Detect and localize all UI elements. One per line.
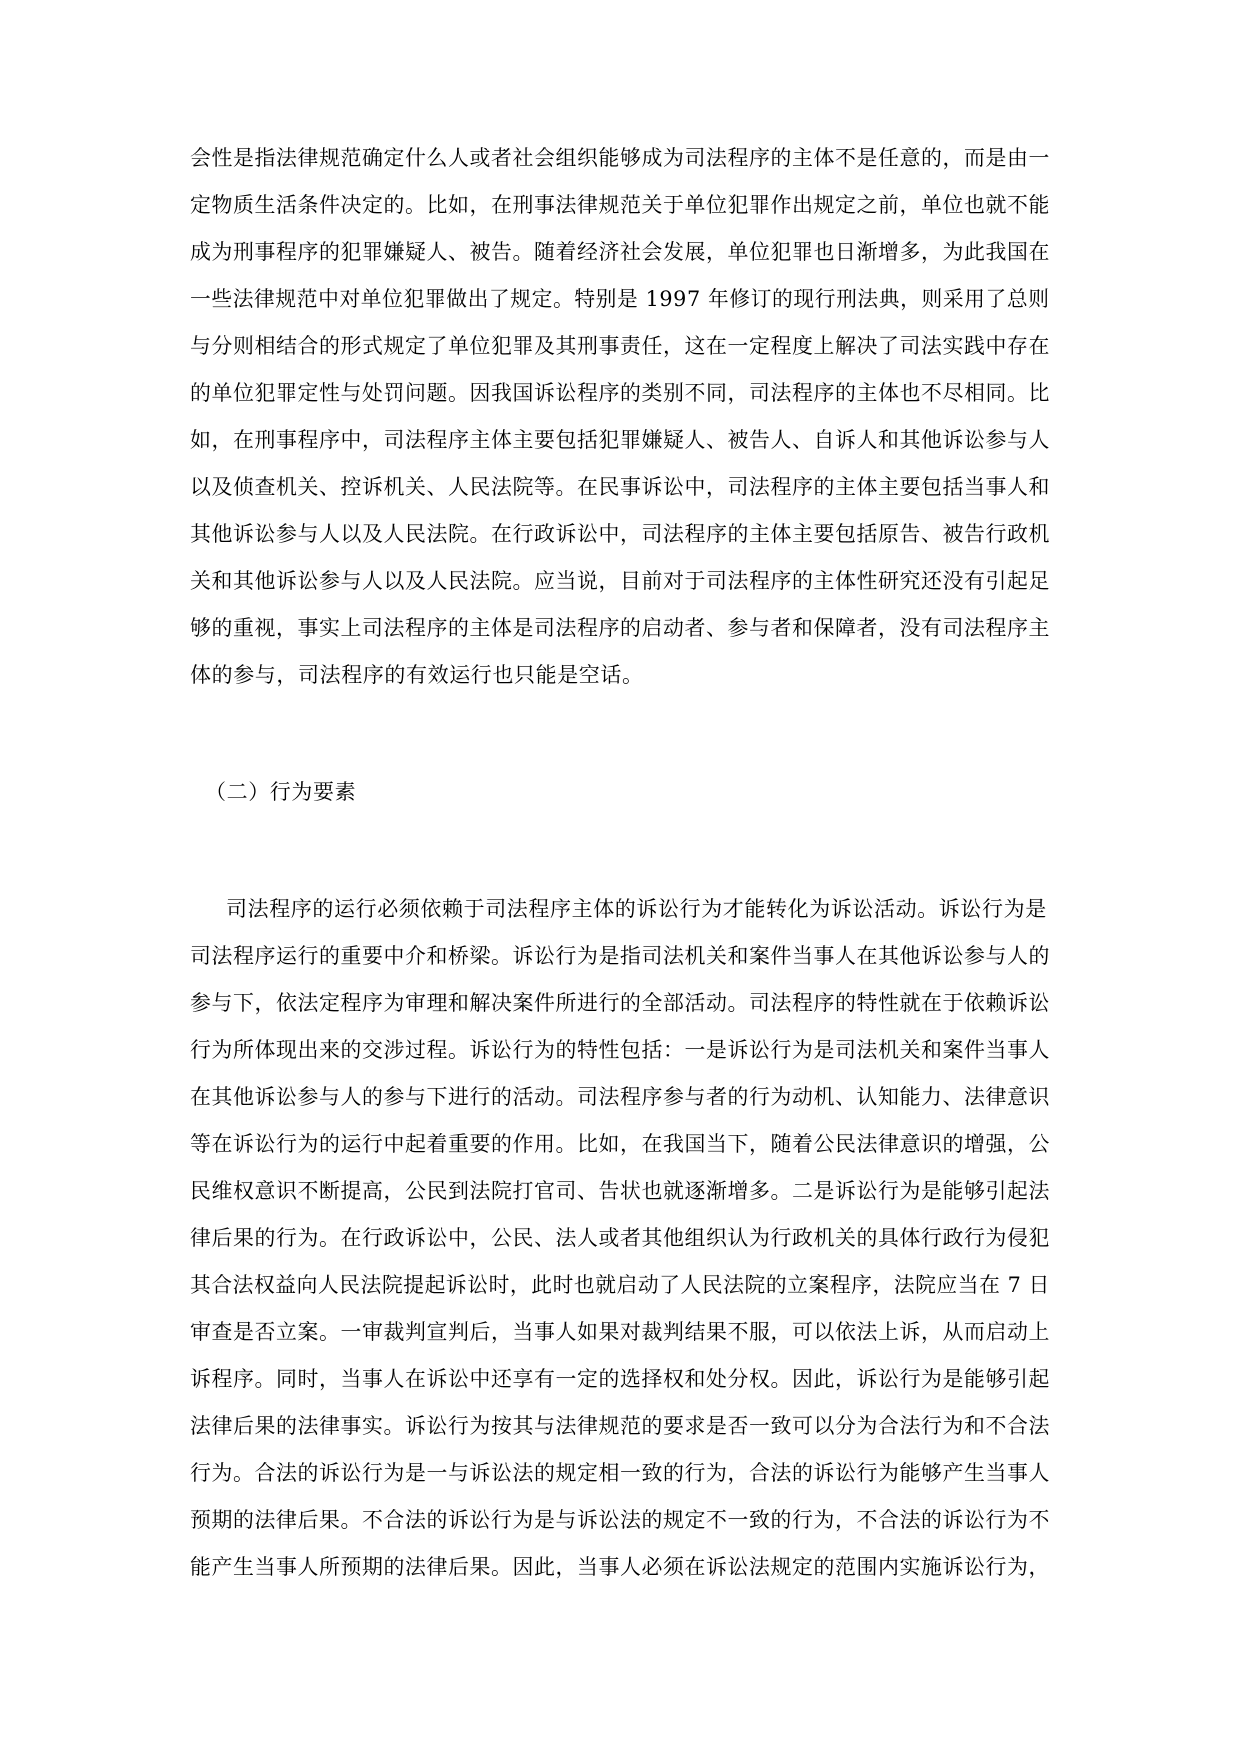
paragraph-line: 等在诉讼行为的运行中起着重要的作用。比如，在我国当下，随着公民法律意识的增强，公 [190, 1132, 1051, 1156]
paragraph-line: 体的参与，司法程序的有效运行也只能是空话。 [190, 663, 644, 687]
paragraph-line: 够的重视，事实上司法程序的主体是司法程序的启动者、参与者和保障者，没有司法程序主 [190, 616, 1051, 640]
section-heading: （二）行为要素 [205, 780, 357, 804]
paragraph-line: 会性是指法律规范确定什么人或者社会组织能够成为司法程序的主体不是任意的，而是由一 [190, 146, 1051, 170]
paragraph-line: 律后果的行为。在行政诉讼中，公民、法人或者其他组织认为行政机关的具体行政行为侵犯 [190, 1226, 1051, 1250]
paragraph-line: 在其他诉讼参与人的参与下进行的活动。司法程序参与者的行为动机、认知能力、法律意识 [190, 1085, 1051, 1109]
paragraph-line: 预期的法律后果。不合法的诉讼行为是与诉讼法的规定不一致的行为，不合法的诉讼行为不 [190, 1508, 1051, 1532]
paragraph-line: 其合法权益向人民法院提起诉讼时，此时也就启动了人民法院的立案程序，法院应当在 7 日 [190, 1273, 1050, 1297]
paragraph-line: 成为刑事程序的犯罪嫌疑人、被告。随着经济社会发展，单位犯罪也日渐增多，为此我国在 [190, 240, 1051, 264]
paragraph-line: 以及侦查机关、控诉机关、人民法院等。在民事诉讼中，司法程序的主体主要包括当事人和 [190, 475, 1051, 499]
paragraph-line: 关和其他诉讼参与人以及人民法院。应当说，目前对于司法程序的主体性研究还没有引起足 [190, 569, 1051, 593]
paragraph-line: 司法程序运行的重要中介和桥梁。诉讼行为是指司法机关和案件当事人在其他诉讼参与人的 [190, 944, 1051, 968]
paragraph-line: 司法程序的运行必须依赖于司法程序主体的诉讼行为才能转化为诉讼活动。诉讼行为是 [226, 897, 1047, 921]
paragraph-line: 一些法律规范中对单位犯罪做出了规定。特别是 1997 年修订的现行刑法典，则采用了总则 [190, 287, 1050, 311]
paragraph-line: 能产生当事人所预期的法律后果。因此，当事人必须在诉讼法规定的范围内实施诉讼行为， [190, 1555, 1051, 1579]
paragraph-line: 定物质生活条件决定的。比如，在刑事法律规范关于单位犯罪作出规定之前，单位也就不能 [190, 193, 1051, 217]
paragraph-line: 的单位犯罪定性与处罚问题。因我国诉讼程序的类别不同，司法程序的主体也不尽相同。比 [190, 381, 1051, 405]
paragraph-line: 如，在刑事程序中，司法程序主体主要包括犯罪嫌疑人、被告人、自诉人和其他诉讼参与人 [190, 428, 1051, 452]
paragraph-line: 参与下，依法定程序为审理和解决案件所进行的全部活动。司法程序的特性就在于依赖诉讼 [190, 991, 1051, 1015]
paragraph-line: 诉程序。同时，当事人在诉讼中还享有一定的选择权和处分权。因此，诉讼行为是能够引起 [190, 1367, 1051, 1391]
paragraph-line: 行为所体现出来的交涉过程。诉讼行为的特性包括：一是诉讼行为是司法机关和案件当事人 [190, 1038, 1051, 1062]
paragraph-line: 行为。合法的诉讼行为是一与诉讼法的规定相一致的行为，合法的诉讼行为能够产生当事人 [190, 1461, 1051, 1485]
paragraph-line: 审查是否立案。一审裁判宣判后，当事人如果对裁判结果不服，可以依法上诉，从而启动上 [190, 1320, 1051, 1344]
paragraph-line: 其他诉讼参与人以及人民法院。在行政诉讼中，司法程序的主体主要包括原告、被告行政机 [190, 522, 1051, 546]
paragraph-line: 法律后果的法律事实。诉讼行为按其与法律规范的要求是否一致可以分为合法行为和不合法 [190, 1414, 1051, 1438]
paragraph-line: 民维权意识不断提高，公民到法院打官司、告状也就逐渐增多。二是诉讼行为是能够引起法 [190, 1179, 1051, 1203]
paragraph-line: 与分则相结合的形式规定了单位犯罪及其刑事责任，这在一定程度上解决了司法实践中存在 [190, 334, 1051, 358]
